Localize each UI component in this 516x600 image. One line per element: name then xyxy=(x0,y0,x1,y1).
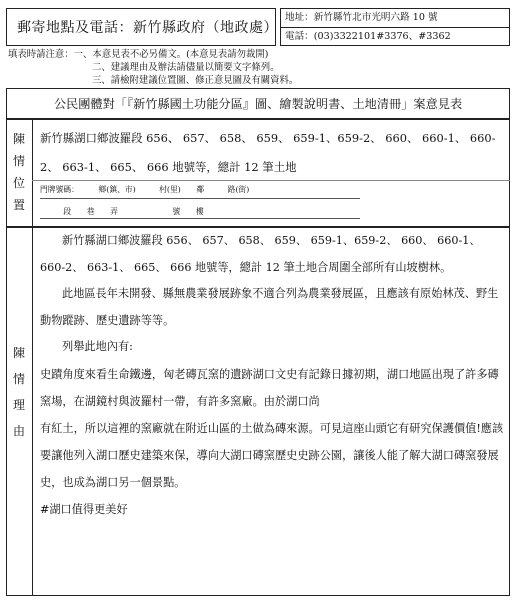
reason-paragraph: 新竹縣湖口鄉波羅段 656、 657、 658、 659、 659-1、659-2、 660、 660-1、 660-2、 663-1、 665、 666 地號等，總計 12 筆土地合周圍全部所有山坡樹林。 xyxy=(40,234,481,274)
address-box xyxy=(280,8,510,46)
title-divider xyxy=(6,118,510,120)
reason-text xyxy=(40,228,506,523)
location-label-char: 位 xyxy=(12,176,25,190)
door-underline-2 xyxy=(40,218,360,219)
location-label-char: 置 xyxy=(12,198,25,212)
reason-hashtag: #湖口值得更美好 xyxy=(40,502,128,516)
reason-paragraph: 有紅土，所以這裡的窯廠就在附近山區的土做為磚來源。可見這座山頭它有研究保護價值!應該要讓他列入湖口歷史建築來保，導向大湖口磚窯歷史史跡公園，讓後人能了解大湖口磚窯發展史，也成為湖口另一個景點。 xyxy=(40,421,504,489)
address-text: 地址：新竹縣竹北市光明六路 10 號 xyxy=(281,9,509,28)
door-underline-1 xyxy=(40,198,360,199)
phone-text: 電話：(03)3322101#3376、#3362 xyxy=(285,31,451,42)
reason-label-char: 情 xyxy=(12,372,25,386)
door-number-row-1: 門牌號碼： 鄉(鎮、市) 村(里) 鄰 路(街) xyxy=(40,185,250,194)
reason-label-char: 由 xyxy=(12,424,25,438)
reason-paragraph: 此地區長年未開發、縣無農業發展跡象不適合列為農業發展區，且應該有原始林茂、野生動物蹤跡、歷史遺跡等等。 xyxy=(40,287,499,327)
reason-paragraph: 列舉此地內有: xyxy=(62,340,133,353)
mailing-info-box xyxy=(6,8,276,46)
instructions xyxy=(8,48,298,87)
reason-label-char: 陳 xyxy=(12,346,25,360)
form-title: 公民團體對「『新竹縣國土功能分區』圖、繪製說明書、土地清冊」案意見表 xyxy=(53,97,463,111)
label-column-divider xyxy=(32,118,33,596)
location-text: 新竹縣湖口鄉波羅段 656、 657、 658、 659、 659-1、659-2、 660、 660-1、 660-2、 663-1、 665、 666 地號等，總計 12 筆土地 xyxy=(40,131,496,174)
door-number-row-2: 段 巷 弄 號 樓 xyxy=(40,207,204,216)
location-label-char: 情 xyxy=(12,154,25,168)
instruction-3: 三、請檢附建議位置圖、修正意見圖及有關資料。 xyxy=(92,75,299,86)
reason-label-char: 理 xyxy=(12,398,25,412)
location-label xyxy=(7,128,31,216)
reason-paragraph: 史蹟角度來看生命鐵邊，匈老磚瓦窯的遺跡湖口文史有記錄日據初期，湖口地區出現了許多磚窯場，在湖鏡村與波羅村一帶，有許多窯廠。由於湖口尚 xyxy=(40,367,499,408)
instruction-2: 二、建議理由及辦法請儘量以簡要文字條列。 xyxy=(92,62,280,73)
reason-label xyxy=(7,340,31,444)
mailing-label: 郵寄地點及電話：新竹縣政府（地政處） xyxy=(17,20,278,36)
location-label-char: 陳 xyxy=(12,132,25,146)
instruction-1: 填表時請注意：一、本意見表不必另備文。(本意見表請勿裁開) xyxy=(8,49,269,60)
